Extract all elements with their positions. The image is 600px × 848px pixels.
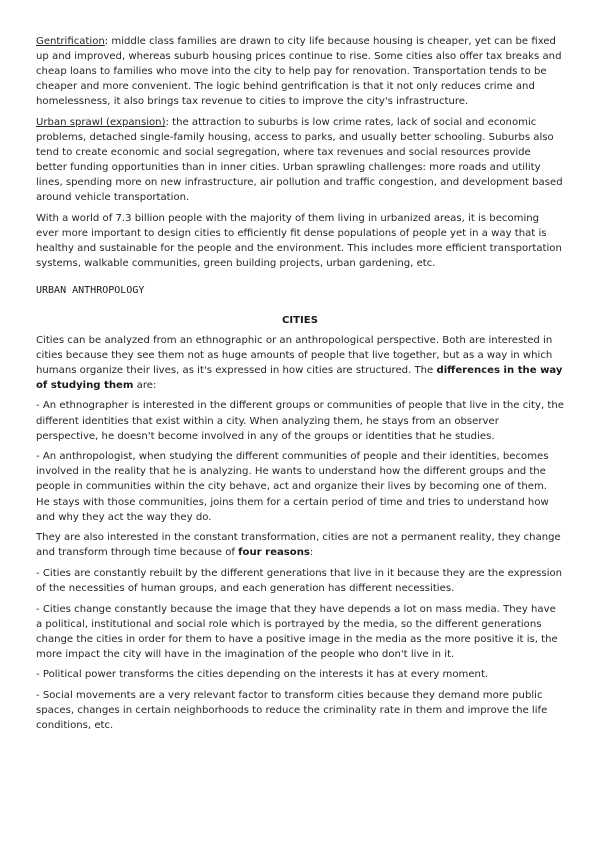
reason-item: - Political power transforms the cities depending on the interests it has at every moment. <box>36 669 489 681</box>
cities-intro-paragraph <box>36 333 564 393</box>
urban-sprawl-text: : the attraction to suburbs is low crime rates, lack of social and economic problems, detached single-family housing, access to parks, and usually better schooling. Suburbs also tend to create economic and social segregation, where tax revenues and social resources provide better funding opportunities than in inner cities. Urban sprawling challenges: more roads and utility lines, spending more on new infrastructure, air pollution and traffic congestion, and development based around vehicle transportation. <box>36 116 563 204</box>
reason-item: - Cities change constantly because the image that they have depends a lot on mass media. They have a political, institutional and social role which is portrayed by the media, so the different generations change the cities in order for them to have a positive image in the media as the more positive it is, the more impact the city will have in the imagination of the people who don't live in it. <box>36 603 558 660</box>
urban-sprawl-paragraph <box>36 115 564 206</box>
world-population-paragraph: With a world of 7.3 billion people with the majority of them living in urbanized areas, it is becoming ever more important to design cities to efficiently fit dense populations of people yet in a way that is healthy and sustainable for the people and the environment. This includes more efficient transportation systems, walkable communities, green building projects, urban gardening, etc. <box>36 213 562 270</box>
transformation-paragraph <box>36 530 564 560</box>
cities-intro-after: are: <box>133 379 157 391</box>
urban-sprawl-term: Urban sprawl (expansion) <box>36 116 166 128</box>
reason-item: - Social movements are a very relevant factor to transform cities because they demand more public spaces, changes in certain neighborhoods to reduce the criminality rate in them and improve the life conditions, etc. <box>36 690 548 732</box>
transformation-bold: four reasons <box>238 547 310 559</box>
reason-item: - Cities are constantly rebuilt by the different generations that live in it because they are the expression of the necessities of human groups, and each generation has different necessities. <box>36 567 563 594</box>
gentrification-paragraph <box>36 34 564 109</box>
cities-title: CITIES <box>282 314 318 326</box>
cities-intro-bold: differences in the way of studying them <box>36 364 563 391</box>
gentrification-text: : middle class families are drawn to city life because housing is cheaper, yet can be fixed up and improved, whereas suburb housing prices continue to rise. Some cities also offer tax breaks and cheap loans to families who move into the city to help pay for renovation. Transportation tends to be cheaper and more convenient. The logic behind gentrification is that it not only reduces crime and homelessness, it also brings tax revenue to cities to improve the city's infrastructure. <box>36 36 562 108</box>
transformation-text: They are also interested in the constant transformation, cities are not a permanent reality, they change and transform through time because of <box>36 532 561 559</box>
gentrification-term: Gentrification <box>36 36 105 47</box>
cities-intro-text: Cities can be analyzed from an ethnographic or an anthropological perspective. Both are interested in cities because they see them not as huge amounts of people that live together, but as a way in which humans organize their lives, as it's expressed in how cities are structured. The <box>36 334 553 376</box>
difference-ethnographer: - An ethnographer is interested in the different groups or communities of people that live in the city, the different identities that exist within a city. When analyzing them, he stays from an observer perspective, he doesn't become involved in any of the groups or identities that he studies. <box>36 400 564 442</box>
transformation-after: : <box>309 547 314 559</box>
section-heading: URBAN ANTHROPOLOGY <box>36 285 145 297</box>
difference-anthropologist: - An anthropologist, when studying the different communities of people and their identities, becomes involved in the reality that he is analyzing. He wants to understand how the different groups and the people in communities within the city behave, act and organize their lives by becoming one of them. He stays with those communities, joins them for a certain period of time and tries to understand how and why they act the way they do. <box>36 451 549 523</box>
